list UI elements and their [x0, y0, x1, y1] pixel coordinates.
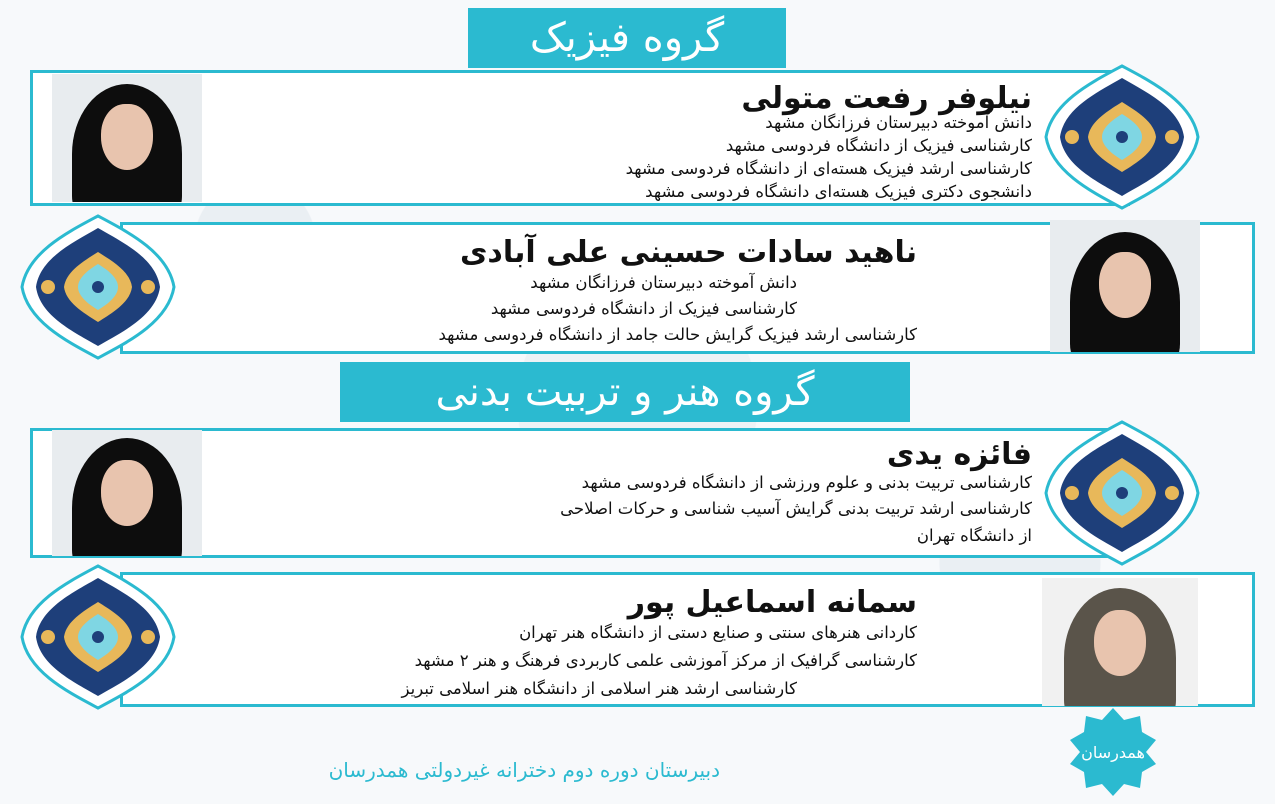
teacher-credential: کارشناسی ارشد فیزیک هسته‌ای از دانشگاه فردوسی مشهد — [625, 159, 1032, 178]
teacher-credential: کارشناسی گرافیک از مرکز آموزشی علمی کاربردی فرهنگ و هنر ۲ مشهد — [414, 651, 917, 670]
teacher-name: نیلوفر رفعت متولی — [741, 81, 1032, 116]
logo-text: همدرسان — [1081, 743, 1145, 762]
teacher-credential: دانش آموخته دبیرستان فرزانگان مشهد — [765, 113, 1032, 132]
group-title-art-pe: گروه هنر و تربیت بدنی — [340, 362, 910, 422]
teacher-credential: دانش آموخته دبیرستان فرزانگان مشهد — [530, 273, 797, 292]
teacher-name: فائزه یدی — [886, 437, 1032, 472]
teacher-credential: کارشناسی ارشد فیزیک گرایش حالت جامد از دانشگاه فردوسی مشهد — [438, 325, 917, 344]
teacher-photo — [52, 430, 202, 556]
teacher-name: ناهید سادات حسینی علی آبادی — [459, 235, 917, 270]
teacher-photo — [1050, 220, 1200, 352]
persian-ornament-icon — [1042, 62, 1202, 212]
persian-ornament-icon — [1042, 418, 1202, 568]
teacher-photo — [1042, 578, 1198, 706]
school-logo-icon — [1068, 706, 1158, 798]
teacher-credential: کارشناسی فیزیک از دانشگاه فردوسی مشهد — [490, 299, 797, 318]
teacher-credential: کارشناسی تربیت بدنی و علوم ورزشی از دانشگاه فردوسی مشهد — [581, 473, 1032, 492]
group-title-physics: گروه فیزیک — [468, 8, 786, 68]
teacher-credential: از دانشگاه تهران — [916, 526, 1032, 545]
persian-ornament-icon — [18, 212, 178, 362]
teacher-name: سمانه اسماعیل پور — [627, 585, 917, 620]
teacher-credential: کارشناسی فیزیک از دانشگاه فردوسی مشهد — [725, 136, 1032, 155]
school-name: دبیرستان دوره دوم دخترانه غیردولتی همدرسان — [328, 758, 720, 782]
teacher-credential: کاردانی هنرهای سنتی و صنایع دستی از دانشگاه هنر تهران — [519, 623, 917, 642]
teacher-photo — [52, 74, 202, 202]
persian-ornament-icon — [18, 562, 178, 712]
teacher-credential: کارشناسی ارشد هنر اسلامی از دانشگاه هنر اسلامی تبریز — [401, 679, 797, 698]
teacher-credential: دانشجوی دکتری فیزیک هسته‌ای دانشگاه فردوسی مشهد — [645, 182, 1032, 201]
teacher-credential: کارشناسی ارشد تربیت بدنی گرایش آسیب شناسی و حرکات اصلاحی — [560, 499, 1032, 518]
